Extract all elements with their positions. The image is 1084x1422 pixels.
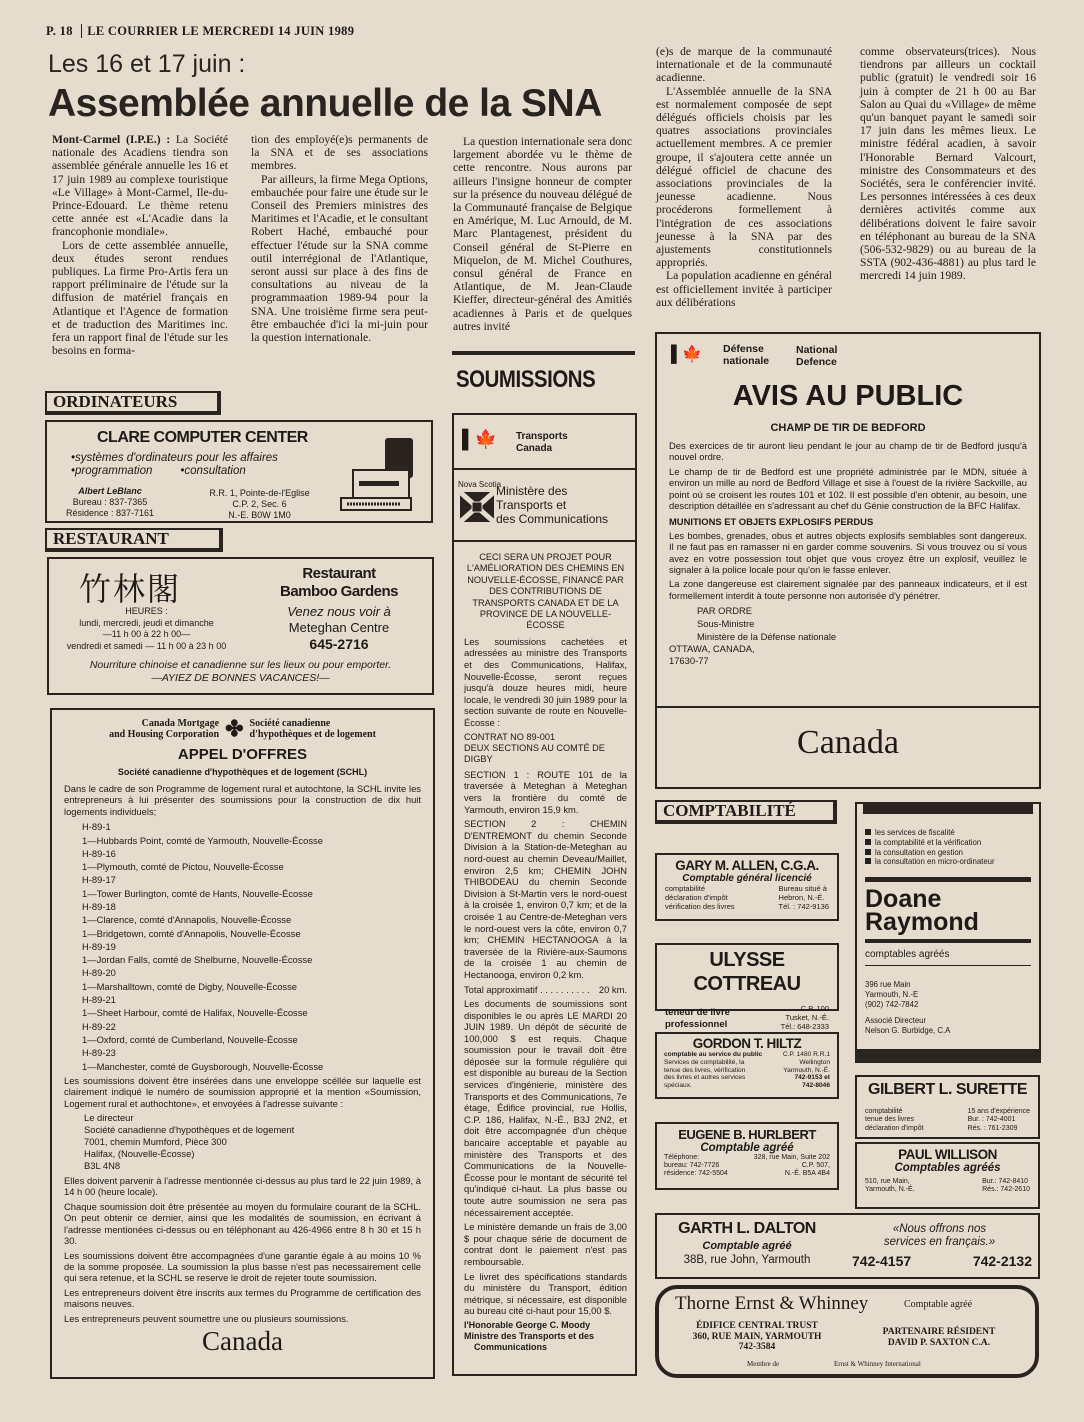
address-line: B3L 4N8 <box>84 1160 121 1172</box>
nova-scotia-flag-icon <box>460 492 494 522</box>
org-name-fr: nationale <box>723 355 770 367</box>
paragraph: Les soumissions cachetées et adressées au ministre des Transports et des Communications, Halifax, Nouvelle-Écosse, seront reçues jusqu'à douze heures midi, heure locale, le vendredi 30 juin 1989 pour la section suivante de route en Nouvelle-Écosse : <box>464 635 627 728</box>
signature-line: PAR ORDRE <box>697 605 753 617</box>
ad-eugene-hurlbert <box>655 1122 839 1190</box>
ad-subtitle: comptable au service du public <box>664 1051 763 1058</box>
partner-title: PARTENAIRE RÉSIDENT <box>882 1327 996 1337</box>
member-label: Membre de <box>747 1360 780 1368</box>
address: Bureau situé à <box>778 884 827 893</box>
paper-date: LE COURRIER LE MERCREDI 14 JUIN 1989 <box>87 24 355 38</box>
lot-item: 1—Marshalltown, comté de Digby, Nouvelle-Écosse <box>82 980 298 992</box>
ad-schl-appel-doffres <box>50 708 435 1379</box>
hours-line: —11 h 00 à 22 h 00— <box>102 629 191 639</box>
signature-line: Communications <box>474 1341 548 1352</box>
service: la consultation en gestion <box>865 848 1031 858</box>
service: tenue des livres, vérification <box>664 1066 746 1074</box>
paragraph: La question internationale sera donc largement abordée vu le thème de cette rencontre. Nous aurons par ailleurs l'insigne honneur de compter sur la présence du nouveau délégué de la Communauté française de Belgique en Amérique, M. Luc Arnould, de M. Marc Plantagenest, président du Conseil général de St-Pierre en Miquelon, de M. Michel Couthures, consul général de France en Atlantique, de M. Jean-Claude Kieffer, directeur-général des Amitiés acadiennes à Paris et de quelques autres invité <box>453 135 632 333</box>
phone: 742-2132 <box>972 1253 1032 1269</box>
address: Wellington <box>799 1058 830 1066</box>
paragraph: Le livret des spécifications standards du ministère du Transport, édition métrique, si nécessaire, est disponible au bureau cité ci-haut pour 15,00 $. <box>464 1270 627 1317</box>
phone-home: Résidence : 837-7161 <box>65 508 155 518</box>
address: 328, rue Main, Suite 202 <box>753 1154 830 1161</box>
address: Yarmouth, N.-É. <box>865 1186 915 1194</box>
phone: Bur. : 742-4001 <box>967 1116 1016 1124</box>
phone: 645-2716 <box>309 636 369 652</box>
address: Tusket, N.-É. <box>785 1013 829 1022</box>
phone: Rés.: 742-2610 <box>982 1186 1030 1194</box>
address: C.P. 507, <box>801 1162 830 1170</box>
section-label-ordinateurs: ORDINATEURS <box>45 391 221 415</box>
service-line: •programmation <box>71 465 153 477</box>
service: vérification des livres <box>665 902 735 911</box>
firm-name: Doane <box>865 885 942 914</box>
ad-ulysse-cottreau <box>655 943 839 1031</box>
article-column-4 <box>656 45 832 309</box>
intro: Dans le cadre de son Programme de logement rural et autochtone, la SCHL invite les entrepreneurs à lui présenter des soumissions pour la construction de dix huit logements individuels; <box>64 783 421 817</box>
org-name-en: and Housing Corporation <box>109 729 220 740</box>
signature-line: l'Honorable George C. Moody <box>464 1319 591 1330</box>
paragraph: Les bombes, grenades, obus et autres objects explosifs semblables sont dangereux. Il ne faut pas en ramasser ni en garder comme souvenirs. Si vous trouvez ou si vous avez en votre possession tout objet que vous croyez être un explosif, veuillez le signaler à la police locale pour qu'on le fasse enlever. <box>669 529 1027 576</box>
project-statement: CECI SERA UN PROJET POUR L'AMÉLIORATION DES CHEMINS EN NOUVELLE-ÉCOSSE, FINANCÉ PAR DES CONTRIBUTIONS DE TRANSPORTS CANADA ET DE LA PROVINCE DE LA NOUVELLE-ÉCOSSE <box>466 552 625 631</box>
org-name-en: Canada Mortgage <box>141 718 220 729</box>
lot-code: H-89-20 <box>82 967 116 979</box>
notice-subtitle: Société canadienne d'hypothèques et de logement (SCHL) <box>117 767 368 777</box>
lot-item: 1—Oxford, comté de Cumberland, Nouvelle-Écosse <box>82 1033 298 1045</box>
paragraph: Les entrepreneurs doivent être inscrits aux termes du Programme de certification des maisons neuves. <box>64 1286 421 1310</box>
divider <box>657 706 1039 708</box>
section-1: SECTION 1 : ROUTE 101 de la traversée à Meteghan à Meteghan vers la frontière du comté de Yarmouth, environ 15,9 km. <box>464 768 627 815</box>
service: Services de comptabilité, la <box>664 1058 745 1066</box>
canada-wordmark: Canada <box>202 1325 283 1356</box>
invite: Venez nous voir à <box>287 604 391 619</box>
ad-thorne-ernst-whinney <box>655 1285 1039 1378</box>
ad-doane-raymond <box>855 802 1041 1063</box>
service: teneur de livre <box>665 1007 730 1018</box>
service: professionnel <box>665 1019 728 1030</box>
phone: 742-9153 et <box>794 1074 830 1082</box>
org-name: Canada <box>516 443 553 454</box>
address: C.P. 1480 R.R.1 <box>782 1051 830 1058</box>
phone: Tél.: 648-2333 <box>780 1022 829 1031</box>
contract-scope: DEUX SECTIONS AU COMTÉ DE DIGBY <box>464 743 605 765</box>
ad-subtitle: comptables agréés <box>865 949 1031 966</box>
hours-line: vendredi et samedi — 11 h 00 à 23 h 00 <box>66 640 227 651</box>
page-number: P. 18 <box>46 24 73 38</box>
canada-wordmark: Canada <box>797 724 899 761</box>
phone: (902) 742-7842 <box>865 1000 919 1010</box>
ad-paul-willison <box>855 1142 1040 1209</box>
service-line: •consultation <box>180 465 246 477</box>
paragraph: Chaque soumission doit être présentée au moyen du formulaire courant de la SCHL. On peut obtenir ce dernier, ainsi que les modalités de soumission, en écrivant à l'adresse mentionées ci-dessus ou en téléphonant au 426-4966 entre 8 h 30 et 15 h 30. <box>64 1200 421 1247</box>
ad-name: GARTH L. DALTON <box>678 1220 816 1237</box>
hours-line: lundi, mercredi, jeudi et dimanche <box>79 617 214 628</box>
masthead <box>46 24 354 39</box>
service: comptabilité <box>665 884 706 893</box>
address-line: Halifax, (Nouvelle-Écosse) <box>84 1148 195 1160</box>
phone: bureau: 742-7726 <box>664 1162 720 1170</box>
divider <box>452 351 635 355</box>
lot-item: 1—Manchester, comté de Guysborough, Nouvelle-Écosse <box>82 1060 324 1072</box>
service-line: •systèmes d'ordinateurs pour les affaires <box>71 452 278 464</box>
signature-line: Ministère de la Défense nationale <box>697 631 837 643</box>
lot-item: 1—Jordan Falls, comté de Shelburne, Nouvelle-Écosse <box>82 954 313 966</box>
hours-title: HEURES : <box>125 606 168 616</box>
service: tenue des livres <box>865 1116 915 1124</box>
ad-soumissions-transports <box>452 413 637 1376</box>
section-label-restaurant: RESTAURANT <box>45 528 223 552</box>
org-name-fr: Défense <box>723 343 764 355</box>
canada-flag-icon: ▌🍁 <box>462 429 498 449</box>
kicker: Les 16 et 17 juin : <box>48 50 246 78</box>
address: Hebron, N.-É. <box>778 893 825 902</box>
phone: Tél. : 742-9136 <box>778 902 829 911</box>
phone-label: Téléphone: <box>664 1154 700 1161</box>
lot-code: H-89-18 <box>82 901 116 912</box>
lot-item: 1—Sheet Harbour, comté de Halifax, Nouvelle-Écosse <box>82 1007 308 1019</box>
lot-code: H-89-16 <box>82 847 116 859</box>
address: ÉDIFICE CENTRAL TRUST <box>696 1321 818 1331</box>
service: les services de fiscalité <box>865 828 1031 838</box>
article-column-3 <box>453 135 632 333</box>
ad-name: GILBERT L. SURETTE <box>868 1081 1027 1098</box>
paragraph: La Société nationale des Acadiens tiendra son assemblée générale annuelle les 16 et 17 juin 1989 au complexe touristique «Le Village» à Mont-Carmel, Ile-du-Prince-Edouard. Le thème retenu cette année est «L'Acadie dans la francophonie mondiale». <box>52 133 228 239</box>
service: déclaration d'impôt <box>865 1124 924 1132</box>
signature <box>669 604 1027 643</box>
ad-clare-computer <box>45 420 433 523</box>
paragraph: (e)s de marque de la communauté internationale et de la communauté acadienne. <box>656 45 832 85</box>
network-name: Ernst & Whinney International <box>834 1360 921 1368</box>
service: la comptabilité et la vérification <box>865 838 1031 848</box>
org-name-fr: Société canadienne <box>249 718 331 729</box>
partner-name: DAVID P. SAXTON C.A. <box>887 1337 991 1348</box>
paragraph: La population acadienne en général est officiellement invitée à participer aux délibérations <box>656 269 832 309</box>
location: Meteghan Centre <box>288 620 390 635</box>
article-column-5 <box>860 45 1036 283</box>
address-line: Le directeur <box>84 1112 134 1124</box>
quote: services en français.» <box>883 1236 996 1248</box>
ad-subtitle: Comptable général licencié <box>682 873 812 884</box>
divider <box>855 1049 1041 1061</box>
headline: Assemblée annuelle de la SNA <box>48 82 602 125</box>
org-name-fr: d'hypothèques et de logement <box>249 729 376 740</box>
total-label: Total approximatif . . . . . . . . . . <box>464 983 590 995</box>
ad-gilbert-surette <box>855 1075 1040 1139</box>
org-name: des Communications <box>496 512 609 526</box>
org-name: Transports et <box>496 498 567 512</box>
org-name-en: National <box>796 344 838 356</box>
phone: 742-8046 <box>802 1082 830 1090</box>
address: N.-E. B0W 1M0 <box>228 510 291 520</box>
paragraph: Les soumissions doivent être insérées dans une enveloppe scéllée sur laquelle est clairement indiqué le numéro de soumission approprié et la mention «Soumission, Logement rural et authochtone», et envoyées à l'adresse suivante : <box>64 1074 421 1109</box>
org-name: Ministère des <box>496 484 568 498</box>
ad-subtitle: Comptables agréés <box>894 1162 1001 1174</box>
divider <box>863 804 1033 814</box>
reference-number: 17630-77 <box>669 655 709 667</box>
mailing-address <box>84 1112 421 1172</box>
ad-garth-dalton <box>655 1213 1040 1279</box>
canada-flag-icon: ▌🍁 <box>671 346 703 363</box>
address: 510, rue Main, <box>865 1178 910 1185</box>
address: R.R. 1, Pointe-de-l'Eglise <box>209 488 310 498</box>
section-title-soumissions: SOUMISSIONS <box>456 366 596 393</box>
org-name-en: Defence <box>796 356 837 368</box>
notice-subtitle: CHAMP DE TIR DE BEDFORD <box>770 422 926 434</box>
notice-title: AVIS AU PUBLIC <box>732 380 964 412</box>
service: comptabilité <box>865 1108 903 1115</box>
paragraph: Lors de cette assemblée annuelle, deux études seront rendues publiques. La firme Pro-Artis fera un rapport préliminaire de l'étude sur la diffusion de matériel français en Atlantique et l'Agence de formation et de traduction des Maritimes inc. fera un rapport final de l'étude sur les besoins en forma- <box>52 238 228 358</box>
ad-name: EUGENE B. HURLBERT <box>678 1127 816 1142</box>
ad-name: PAUL WILLISON <box>898 1147 997 1162</box>
paragraph: La zone dangereuse est clairement signalée par des panneaux indicateurs, et il est formellement interdit à toute personne non autorisée d'y pénétrer. <box>669 578 1027 601</box>
ad-name: ULYSSE COTTREAU <box>693 949 801 995</box>
phone: 742-3584 <box>738 1342 776 1352</box>
dateline: Mont-Carmel (I.P.E.) : <box>52 133 171 146</box>
paragraph: Les documents de soumissions sont disponibles le ou après LE MARDI 20 JUIN 1989. Un dépôt de sécurité de 100,000 $ est requis. Chaque soumission pour le travail doit être déposée sur la formule régulière qui est disponible au bureau de la Section services d'ingénierie, ministère des Transports et des Communications, 7e étage, Édifice provincial, rue Hollis, C.P. 186, Halifax, N.-É., B3J 2N2, et doit être accompagnée d'un chèque bancaire acceptable et payable au ministère des Transports et des Communications de la Nouvelle-Écosse pour le montant de sécurité tel qu'indiqué ci-haut. La plus basse ou toute autre soumission ne sera pas nécessairement acceptée. <box>464 997 627 1218</box>
ad-gary-allen <box>655 853 839 921</box>
ad-subtitle: Comptable agréé <box>702 1240 792 1252</box>
lot-item: 1—Tower Burlington, comté de Hants, Nouvelle-Écosse <box>82 887 313 899</box>
address: C.P. 100 <box>800 1004 829 1013</box>
city: OTTAWA, CANADA, <box>669 643 755 655</box>
lot-item: 1—Bridgetown, comté d'Annapolis, Nouvelle-Écosse <box>82 927 301 939</box>
experience: 15 ans d'expérience <box>967 1108 1030 1115</box>
paragraph: Elles doivent parvenir à l'adresse mentionnée ci-dessus au plus tard le 22 juin 1989, à 14 h 00 (heure locale). <box>64 1175 421 1198</box>
lot-code: H-89-17 <box>82 874 116 886</box>
paragraph: tion des employé(e)s permanents de la SNA et de ses associations membres. <box>251 133 428 173</box>
computer-icon <box>337 436 417 516</box>
paragraph: Les entrepreneurs peuvent soumettre une ou plusieurs soumissions. <box>64 1312 349 1324</box>
firm-name: Thorne Ernst & Whinney <box>675 1293 869 1314</box>
lot-code: H-89-1 <box>82 821 111 833</box>
restaurant-name: Bamboo Gardens <box>279 583 399 600</box>
phone-office: Bureau : 837-7365 <box>72 497 148 507</box>
tagline: Nourriture chinoise et canadienne sur les lieux ou pour emporter. <box>89 659 392 671</box>
phone: 742-4157 <box>852 1253 912 1269</box>
contract-number: CONTRAT NO 89-001 <box>464 731 556 742</box>
firm-name: Raymond <box>865 908 979 937</box>
section-label-comptabilite: COMPTABILITÉ <box>655 800 837 824</box>
quote: «Nous offrons nos <box>892 1223 987 1235</box>
services-list <box>865 828 1031 867</box>
service: la consultation en micro-ordinateur <box>865 857 1031 867</box>
paragraph: Le champ de tir de Bedford est une propriété administrée par le MDN, située à environ un mille au nord de Bedford Village et sise à l'ouest de la rivière Sackville, au point où se croisent les routes 101 et 102. Il est possible d'en obtenir, au besoin, une description détaillée en s'adressant au chef du Génie construction de la BFC Halifax. <box>669 465 1027 512</box>
ad-avis-au-public <box>655 332 1041 789</box>
paragraph: L'Assemblée annuelle de la SNA est normalement composée de sept délégués officiels choisis par les quatres associations provinciales actuellement membres. A ce premier groupe, il s'ajoutera cette année un délégué officiel de chacune des associations provinciales de la jeunesse acadienne. Nous procéderons formellement à l'intégration de ces associations jeunesse à la SNA par des ajustements constitutionnels appropriés. <box>656 84 832 270</box>
service: déclaration d'impôt <box>665 893 728 902</box>
address: 360, RUE MAIN, YARMOUTH <box>692 1331 822 1342</box>
ad-bamboo-gardens <box>47 557 434 695</box>
contact-name: Albert LeBlanc <box>78 486 142 496</box>
service: spéciaux. <box>664 1082 692 1090</box>
lot-code: H-89-22 <box>82 1020 116 1032</box>
signature-line: Ministre des Transports et des <box>464 1330 595 1341</box>
lot-item: 1—Hubbards Point, comté de Yarmouth, Nouvelle-Écosse <box>82 834 323 846</box>
restaurant-name: Restaurant <box>302 565 376 582</box>
ad-name: CLARE COMPUTER CENTER <box>97 429 308 446</box>
address: Yarmouth, N.-E <box>865 990 919 1000</box>
firm-logo <box>865 885 1031 937</box>
lot-code: H-89-21 <box>82 994 116 1006</box>
paragraph: Par ailleurs, la firme Mega Options, embauchée pour faire une étude sur le Conseil des Premiers ministres des Maritimes et l'Acadie, et le consultant Robert Haché, embauché pour effectuer l'étude sur la SNA comme outil interrégional de l'Atlantique, seront aussi sur place à des fins de consultations au niveau de la programmaation 1989-94 pour la SNA. Une troisième firme sera peut-être embauchée d'ici la mi-juin pour la question internationale. <box>251 172 428 345</box>
notice-title: APPEL D'OFFRES <box>177 746 308 763</box>
phone: résidence: 742-5504 <box>664 1170 728 1178</box>
address: 38B, rue John, Yarmouth <box>683 1254 811 1266</box>
paragraph: Le ministère demande un frais de 3,00 $ pour chaque série de document de contrat dont le paiement n'est pas remboursable. <box>464 1221 627 1267</box>
paragraph: Les soumissions doivent être accompagnées d'une garantie égale à au moins 10 % de la somme proposée. La soumission la plus basse n'est pas necessairement celle qui sera retenue, et la SCHL se reserve le droit de rejeter toute soumission. <box>64 1249 421 1284</box>
ad-subtitle: Comptable agréé <box>904 1299 973 1310</box>
org-name: Transports <box>516 431 568 442</box>
service: des livres et autres services <box>664 1074 746 1082</box>
article-column-1 <box>52 133 228 357</box>
lot-item: 1—Plymouth, comté de Pictou, Nouvelle-Écosse <box>82 861 284 873</box>
phone: Rés. : 761-2309 <box>967 1124 1018 1132</box>
signature <box>464 1320 627 1353</box>
address-line: Société canadienne d'hypothèques et de logement <box>84 1124 295 1136</box>
subheading: MUNITIONS ET OBJETS EXPLOSIFS PERDUS <box>669 516 874 528</box>
ad-name: GARY M. ALLEN, C.G.A. <box>675 858 819 873</box>
paragraph: comme observateurs(trices). Nous tiendrons par ailleurs un cocktail public (gratuit) le vendredi soir 16 juin à compter de 21 h 00 au Bar Salon au Quai du «Village» de même qu'un banquet payant le samedi soir 17 juin dans les mêmes lieux. Le ministre fédéral acadien, à savoir l'Honorable Bernard Valcourt, ministre des Consommateurs et des Sociétés, sera le conférencier invité. Les personnes intéressées à ces deux dernières activités comme aux délibérations doivent le faire savoir en téléphonant au bureau de la SNA (506-532-9829) ou au bureau de la SSTA (902-436-4881) au plus tard le mercredi 14 juin 1989. <box>860 45 1036 283</box>
total-row <box>464 984 627 995</box>
lot-item: 1—Clarence, comté d'Annapolis, Nouvelle-Écosse <box>82 914 292 926</box>
ad-subtitle: Comptable agréé <box>700 1142 794 1154</box>
wish: —AYIEZ DE BONNES VACANCES!— <box>151 672 330 684</box>
ad-gordon-hiltz <box>655 1032 839 1099</box>
nova-scotia-logo: Nova Scotia <box>458 480 502 489</box>
paragraph: Des exercices de tir auront lieu pendant le jour au champ de tir de Bedford jusqu'à nouvel ordre. <box>669 440 1027 463</box>
address: Yarmouth, N.-É. <box>783 1066 830 1074</box>
lot-code: H-89-19 <box>82 940 116 952</box>
partner-title: Associé Directeur <box>865 1016 927 1026</box>
partner-name: Nelson G. Burbidge, C.A <box>865 1026 951 1036</box>
phone: Bur.: 742-8410 <box>982 1178 1029 1185</box>
section-2: SECTION 2 : CHEMIN D'ENTREMONT du chemin Seconde Division à la Station-de-Meteghan au nord-ouest au chemin Deveau/Maillet, environ 2,5 km; CHEMIN JOHN THIBODEAU du chemin Seconde Division à St-Martin vers le nord-ouest à la croisée 1, environ 0,7 km; et de la croisée 1 au Centre-de-Meteghan vers le nord-ouest vers la côte, environ 0,7 km; CHEMIN HECTANOOGA à la traversée de la Rivière-aux-Saumons de la croisée 1 au chemin de Hectanooga, environ 0,2 km. <box>464 818 627 980</box>
address-line: 7001, chemin Mumford, Pièce 300 <box>84 1136 227 1148</box>
article-column-2 <box>251 133 428 344</box>
lot-list <box>82 820 421 1073</box>
total-value: 20 km. <box>598 983 627 995</box>
divider <box>865 877 1031 882</box>
address: C.P. 2, Sec. 6 <box>232 499 287 509</box>
chinese-logo: 竹林閣 <box>79 571 182 607</box>
address: 396 rue Main <box>865 980 911 990</box>
maple-leaf-icon: ✤ <box>225 716 244 741</box>
lot-code: H-89-23 <box>82 1047 116 1059</box>
ad-name: GORDON T. HILTZ <box>692 1036 802 1051</box>
signature-line: Sous-Ministre <box>697 618 755 630</box>
address: N.-É. B5A 4B4 <box>784 1170 830 1178</box>
divider <box>865 939 1031 943</box>
